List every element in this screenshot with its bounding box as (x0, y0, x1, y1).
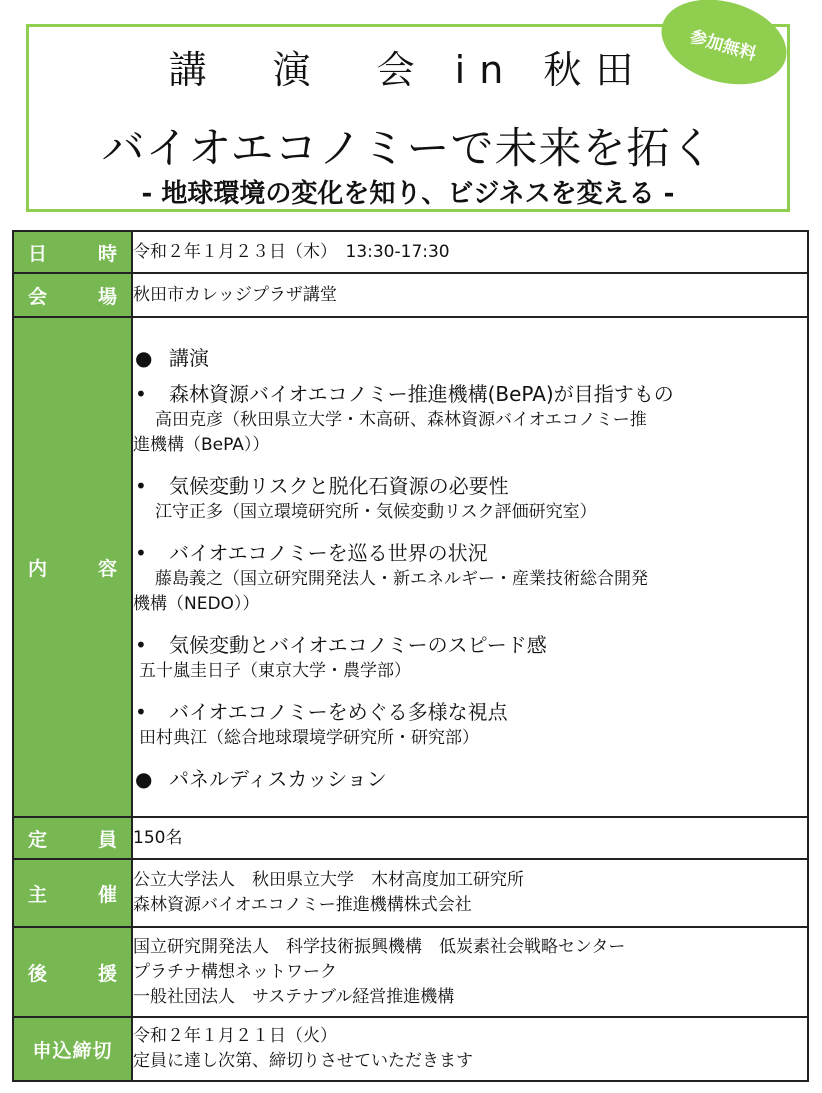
talk-speaker: 田村典江（総合地球環境学研究所・研究部） (139, 727, 479, 748)
label-support (13, 927, 132, 1017)
label-char: 員 (97, 828, 117, 851)
value-organizer (132, 859, 808, 927)
panel-text: パネルディスカッション (169, 766, 387, 791)
talk-item (133, 631, 807, 684)
talk-title: バイオエコノミーをめぐる多様な視点 (169, 699, 508, 724)
talk-speaker-cont: 進機構（BePA）） (133, 434, 270, 455)
value-venue: 秋田市カレッジプラザ講堂 (132, 273, 808, 317)
talk-title: 森林資源バイオエコノミー推進機構(BePA)が目指すもの (169, 381, 674, 406)
talk-speaker: 藤島義之（国立研究開発法人・新エネルギー・産業技術総合開発 (155, 568, 648, 589)
support-line: プラチナ構想ネットワーク (133, 961, 337, 982)
row-content (13, 317, 808, 817)
label-char: 内 (28, 557, 48, 580)
organizer-line: 公立大学法人 秋田県立大学 木材高度加工研究所 (133, 870, 524, 890)
bullet-icon: • (135, 699, 147, 724)
event-subtitle: - 地球環境の変化を知り、ビジネスを変える - (141, 179, 675, 209)
talk-speaker-cont: 機構（NEDO）） (133, 593, 260, 614)
support-line: 国立研究開発法人 科学技術振興機構 低炭素社会戦略センター (133, 936, 626, 957)
label-char: 日 (28, 242, 48, 265)
value-content (132, 317, 808, 817)
label-datetime (13, 231, 132, 273)
talk-title: バイオエコノミーを巡る世界の状況 (169, 540, 488, 565)
row-support (13, 927, 808, 1017)
bullet-icon: • (135, 632, 147, 657)
label-text: 申込締切 (32, 1039, 113, 1062)
value-deadline (132, 1017, 808, 1081)
deadline-line: 令和２年１月２１日（火） (133, 1026, 337, 1046)
talk-item (133, 698, 807, 751)
organizer-line: 森林資源バイオエコノミー推進機構株式会社 (133, 895, 472, 915)
event-title: バイオエコノミーで未来を拓く (101, 124, 715, 174)
event-info-table (12, 230, 809, 1082)
value-capacity: 150名 (132, 817, 808, 859)
lecture-heading-text: 講演 (169, 345, 209, 370)
bullet-icon: • (135, 540, 147, 565)
label-char: 催 (97, 883, 117, 906)
label-venue (13, 273, 132, 317)
label-char: 場 (97, 285, 117, 308)
talk-item (133, 380, 807, 458)
value-datetime: 令和２年１月２３日（木） 13:30-17:30 (132, 231, 808, 273)
bullet-icon: • (135, 473, 147, 498)
label-char: 容 (97, 557, 117, 580)
value-support (132, 927, 808, 1017)
bullet-icon: ● (135, 345, 153, 370)
talk-item (133, 472, 807, 525)
bullet-icon: ● (135, 766, 153, 791)
label-deadline (13, 1017, 132, 1081)
event-heading: 講 演 会 in 秋田 (168, 48, 648, 92)
talk-title: 気候変動とバイオエコノミーのスピード感 (169, 632, 547, 657)
row-organizer (13, 859, 808, 927)
label-char: 定 (28, 828, 48, 851)
row-datetime (13, 231, 808, 273)
talk-speaker: 五十嵐圭日子（東京大学・農学部） (139, 660, 411, 681)
row-deadline (13, 1017, 808, 1081)
talk-speaker: 高田克彦（秋田県立大学・木高研、森林資源バイオエコノミー推 (155, 409, 647, 430)
label-char: 後 (28, 962, 48, 985)
badge-text: 参加無料 (687, 26, 759, 65)
panel-heading (133, 765, 807, 793)
label-capacity (13, 817, 132, 859)
label-char: 援 (97, 962, 117, 985)
support-line: 一般社団法人 サステナブル経営推進機構 (133, 986, 455, 1007)
talk-item (133, 539, 807, 617)
talk-speaker: 江守正多（国立環境研究所・気候変動リスク評価研究室） (155, 501, 597, 522)
row-capacity (13, 817, 808, 859)
label-char: 時 (97, 242, 117, 265)
row-venue (13, 273, 808, 317)
label-char: 会 (28, 285, 48, 308)
label-content (13, 317, 132, 817)
lecture-heading (133, 344, 807, 372)
label-organizer (13, 859, 132, 927)
label-char: 主 (28, 883, 48, 906)
bullet-icon: • (135, 381, 147, 406)
deadline-line: 定員に達し次第、締切りさせていただきます (133, 1051, 473, 1071)
talk-title: 気候変動リスクと脱化石資源の必要性 (169, 473, 509, 498)
